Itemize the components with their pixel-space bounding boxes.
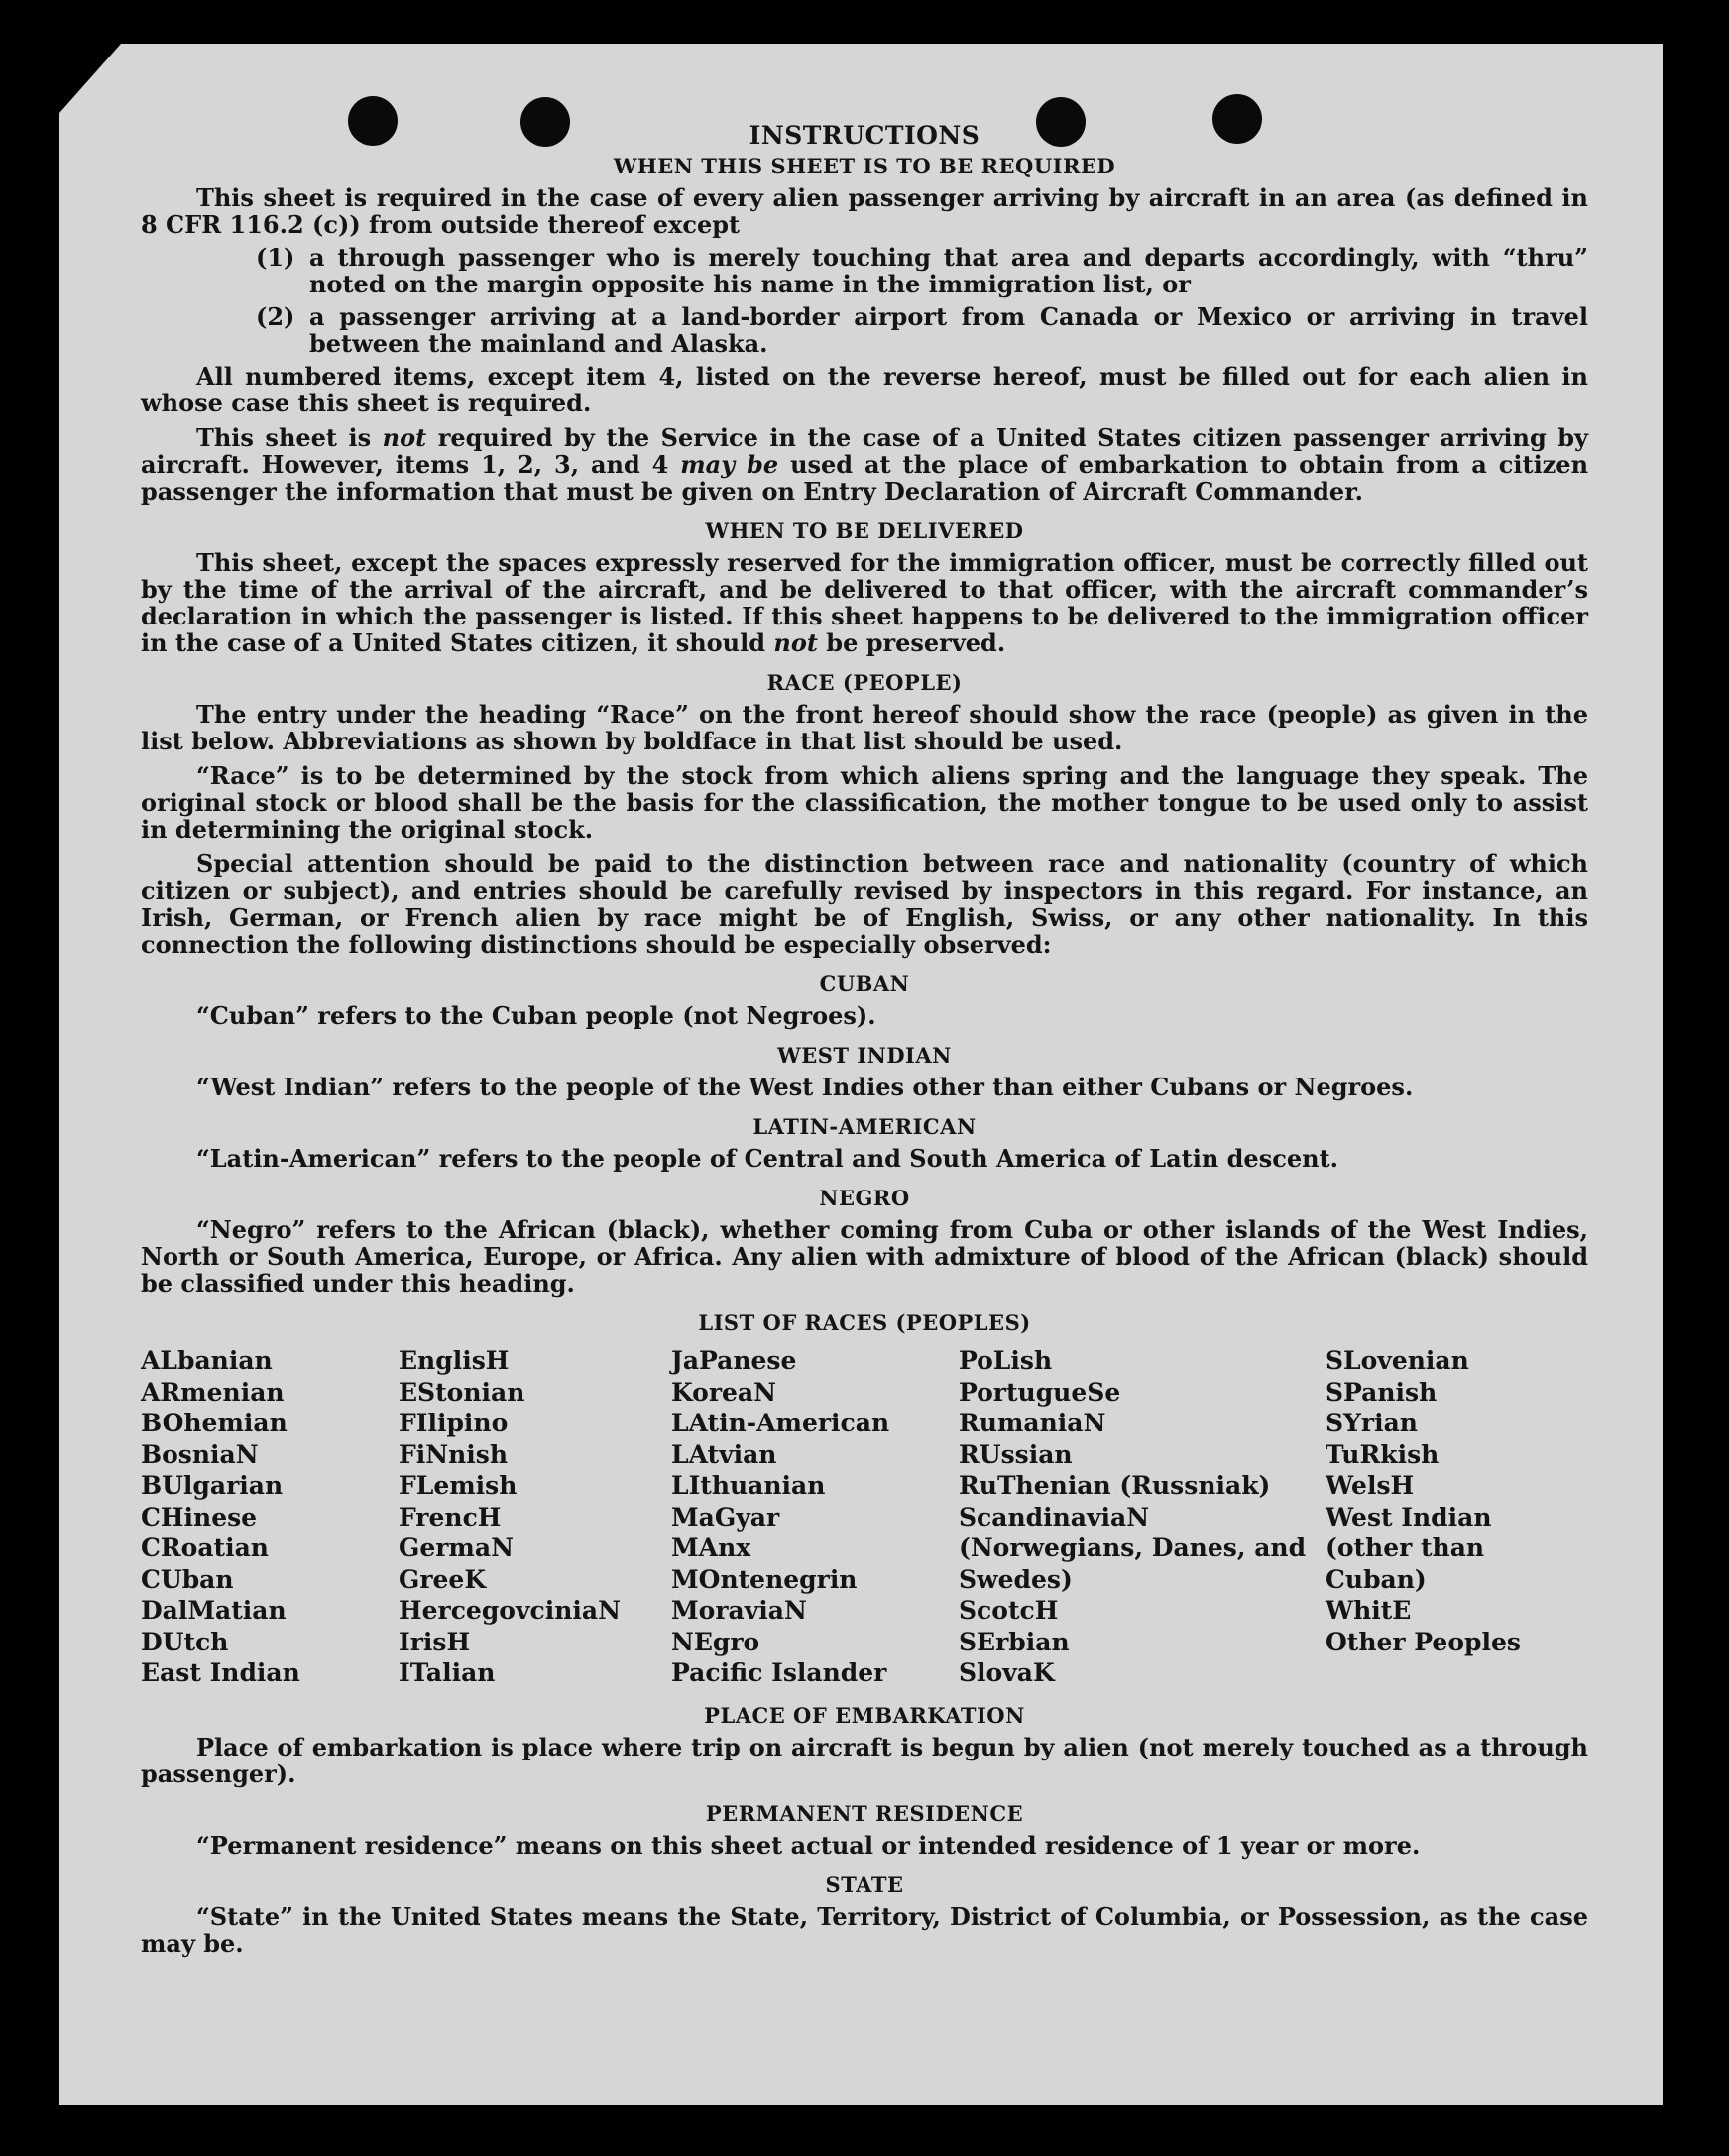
- race-entry: MAnx: [671, 1533, 751, 1562]
- exception-item: [256, 244, 1588, 297]
- document-content: [141, 121, 1588, 1957]
- race-entry: IrisH: [399, 1627, 471, 1656]
- section-heading-state: STATE: [825, 1872, 904, 1897]
- race-entry: NEgro: [671, 1627, 760, 1656]
- race-entry: PortugueSe: [959, 1377, 1121, 1407]
- race-entry: TuRkish: [1326, 1439, 1440, 1469]
- race-entry: FLemish: [399, 1471, 518, 1500]
- race-entry: West Indian (other than Cuban): [1326, 1502, 1492, 1594]
- race-entry: BOhemian: [141, 1409, 288, 1437]
- race-entry: GreeK: [399, 1564, 487, 1594]
- section-heading-races-list: LIST OF RACES (PEOPLES): [698, 1310, 1031, 1335]
- race-entry: CHinese: [141, 1502, 258, 1532]
- race-entry: Pacific Islander: [671, 1658, 887, 1687]
- race-entry: SLovenian: [1326, 1346, 1469, 1375]
- section-heading-embarkation: PLACE OF EMBARKATION: [704, 1702, 1025, 1728]
- race-entry: ScotcH: [959, 1596, 1059, 1625]
- section-heading-race: RACE (PEOPLE): [766, 670, 963, 695]
- race-entry: GermaN: [399, 1533, 514, 1562]
- exception-number: (2): [256, 302, 295, 331]
- section-heading-latin-american: LATIN-AMERICAN: [752, 1114, 977, 1139]
- embarkation-definition: Place of embarkation is place where trip on aircraft is begun by alien (not merely touched as a through passenger).: [141, 1732, 1588, 1788]
- race-entry: WhitE: [1326, 1596, 1412, 1625]
- numbered-items-paragraph: All numbered items, except item 4, listed on the reverse hereof, must be filled out for each alien in whose case this sheet is required.: [141, 362, 1588, 417]
- race-entry: SlovaK: [959, 1658, 1055, 1687]
- race-entry: DalMatian: [141, 1596, 287, 1625]
- races-column-1: [141, 1345, 399, 1689]
- latin-american-definition: “Latin-American” refers to the people of Central and South America of Latin descent.: [196, 1144, 1338, 1173]
- residence-definition: “Permanent residence” means on this sheet actual or intended residence of 1 year or more.: [196, 1830, 1421, 1860]
- races-column-4: [959, 1345, 1326, 1689]
- race-entry: RUssian: [959, 1439, 1073, 1469]
- race-entry: RumaniaN: [959, 1409, 1106, 1437]
- race-entry: WelsH: [1326, 1471, 1415, 1500]
- race-entry: LAtvian: [671, 1439, 777, 1469]
- race-entry: PoLish: [959, 1346, 1053, 1375]
- race-entry: MaGyar: [671, 1502, 780, 1532]
- race-entry: ScandinaviaN (Norwegians, Danes, and Swedes): [959, 1502, 1307, 1594]
- race-paragraph-1: The entry under the heading “Race” on the front hereof should show the race (people) as given in the list below. Abbreviations as shown by boldface in that list should be used.: [141, 700, 1588, 755]
- section-heading-cuban: CUBAN: [819, 971, 910, 996]
- race-entry: SPanish: [1326, 1377, 1438, 1407]
- races-column-2: [399, 1345, 671, 1689]
- race-entry: CRoatian: [141, 1533, 269, 1562]
- race-entry: LAtin-American: [671, 1409, 890, 1437]
- exception-item: [256, 303, 1588, 357]
- section-heading-negro: NEGRO: [819, 1186, 910, 1210]
- race-entry: MoraviaN: [671, 1596, 807, 1625]
- required-intro: This sheet is required in the case of every alien passenger arriving by aircraft in an area (as defined in 8 CFR 116.2 (c)) from outside thereof except: [141, 183, 1588, 239]
- race-entry: EnglisH: [399, 1346, 510, 1375]
- section-heading-residence: PERMANENT RESIDENCE: [705, 1800, 1024, 1826]
- delivered-paragraph: This sheet, except the spaces expressly reserved for the immigration officer, must be correctly filled out by the time of the arrival of the aircraft, and be delivered to that officer, with the aircraft commander’s declaration in which the passenger is listed. If this sheet happens to be delivered to the immigration officer in the case of a United States citizen, it should not be preserved.: [141, 548, 1588, 657]
- race-entry: FiNnish: [399, 1439, 509, 1469]
- page-title: INSTRUCTIONS: [749, 121, 980, 150]
- exception-text: a passenger arriving at a land-border airport from Canada or Mexico or arriving in travel between the mainland and Alaska.: [309, 302, 1588, 358]
- cuban-definition: “Cuban” refers to the Cuban people (not Negroes).: [196, 1001, 876, 1030]
- races-column-5: [1326, 1345, 1585, 1689]
- citizen-paragraph: This sheet is not required by the Service in the case of a United States citizen passenger arriving by aircraft. However, items 1, 2, 3, and 4 may be used at the place of embarkation to obtain from a citizen passenger the information that must be given on Entry Declaration of Aircraft Commander.: [141, 423, 1589, 506]
- race-entry: ALbanian: [141, 1346, 273, 1375]
- section-heading-delivered: WHEN TO BE DELIVERED: [705, 518, 1024, 543]
- race-entry: SErbian: [959, 1627, 1070, 1656]
- race-entry: BUlgarian: [141, 1471, 284, 1500]
- race-entry: JaPanese: [671, 1346, 797, 1375]
- race-entry: SYrian: [1326, 1409, 1418, 1437]
- race-entry: FIlipino: [399, 1409, 509, 1437]
- race-entry: LIthuanian: [671, 1471, 826, 1500]
- race-entry: RuThenian (Russniak): [959, 1471, 1271, 1500]
- races-list: [141, 1345, 1588, 1689]
- race-entry: BosniaN: [141, 1439, 259, 1469]
- race-entry: KoreaN: [671, 1377, 776, 1407]
- race-entry: HercegovciniaN: [399, 1596, 621, 1625]
- state-definition: “State” in the United States means the State, Territory, District of Columbia, or Possession, as the case may be.: [141, 1901, 1588, 1958]
- race-entry: MOntenegrin: [671, 1564, 858, 1594]
- races-column-3: [671, 1345, 959, 1689]
- race-entry: DUtch: [141, 1627, 229, 1656]
- exception-number: (1): [256, 243, 295, 272]
- race-entry: CUban: [141, 1564, 234, 1594]
- exception-text: a through passenger who is merely touching that area and departs accordingly, with “thru” noted on the margin opposite his name in the immigration list, or: [309, 243, 1588, 298]
- west-indian-definition: “West Indian” refers to the people of the West Indies other than either Cubans or Negroes.: [196, 1073, 1414, 1101]
- race-entry: ITalian: [399, 1658, 496, 1687]
- race-entry: FrencH: [399, 1502, 502, 1532]
- race-entry: ARmenian: [141, 1377, 285, 1407]
- section-heading-when-required: WHEN THIS SHEET IS TO BE REQUIRED: [613, 154, 1116, 178]
- race-entry: EStonian: [399, 1377, 525, 1407]
- race-paragraph-3: Special attention should be paid to the distinction between race and nationality (country of which citizen or subject), and entries should be carefully revised by inspectors in this regard. For instance, an Irish, German, or French alien by race might be of English, Swiss, or any other nationality. In this connection the following distinctions should be especially observed:: [141, 850, 1588, 959]
- negro-definition: “Negro” refers to the African (black), whether coming from Cuba or other islands of the West Indies, North or South America, Europe, or Africa. Any alien with admixture of blood of the African (black) should be classified under this heading.: [141, 1215, 1588, 1298]
- race-entry-other: Other Peoples: [1326, 1627, 1521, 1656]
- race-paragraph-2: “Race” is to be determined by the stock from which aliens spring and the language they speak. The original stock or blood shall be the basis for the classification, the mother tongue to be used only to assist in determining the original stock.: [141, 761, 1588, 844]
- section-heading-west-indian: WEST INDIAN: [777, 1043, 952, 1068]
- race-entry: East Indian: [141, 1658, 300, 1687]
